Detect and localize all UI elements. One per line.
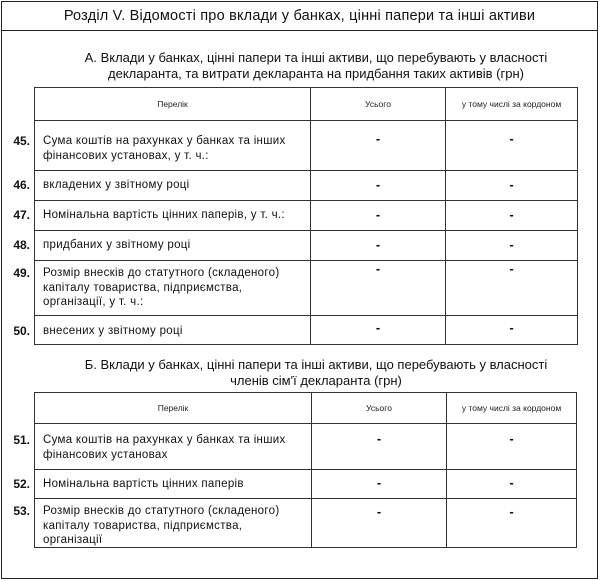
value-total: - xyxy=(375,177,381,192)
section-a-title-line1: А. Вклади у банках, цінні папери та інші активи, що перебувають у власності xyxy=(84,50,548,65)
row-number: 45. xyxy=(13,134,30,148)
value-total: - xyxy=(375,131,381,146)
value-total: - xyxy=(375,261,381,276)
value-total: - xyxy=(376,431,382,446)
column-header-list: Перелік xyxy=(157,403,189,413)
page-title: Розділ V. Відомості про вклади у банках, цінні папери та інші активи xyxy=(63,8,536,24)
row-divider xyxy=(35,498,576,499)
row-number: 49. xyxy=(13,266,30,280)
value-total: - xyxy=(375,320,381,335)
section-a-title-line2: декларанта, та витрати декларанта на придбання таких активів (грн) xyxy=(108,66,524,81)
table-row-label: Розмір внесків до статутного (складеного) капіталу товариства, підприємства, організації, у т. ч.: xyxy=(43,267,280,308)
row-number: 51. xyxy=(13,433,30,447)
section-a-table xyxy=(34,87,578,345)
value-abroad: - xyxy=(509,177,514,192)
value-abroad: - xyxy=(509,131,514,146)
row-divider xyxy=(35,315,577,316)
row-number: 53. xyxy=(13,504,30,518)
col-divider xyxy=(311,393,312,547)
column-header-abroad: у тому числі за кордоном xyxy=(461,403,562,413)
section-b-title-line2: членів сім'ї декларанта (грн) xyxy=(230,373,402,388)
row-divider xyxy=(35,469,576,470)
value-abroad: - xyxy=(509,237,514,252)
column-header-total: Усього xyxy=(365,99,391,109)
value-abroad: - xyxy=(509,261,514,276)
value-abroad: - xyxy=(509,475,514,490)
col-divider xyxy=(446,393,447,547)
table-row-label: Розмір внесків до статутного (складеного) капіталу товариства, підприємства, організації xyxy=(43,505,280,546)
section-b-title xyxy=(36,357,596,389)
section-b-table xyxy=(34,392,577,548)
row-divider xyxy=(35,423,576,424)
table-row-label: Сума коштів на рахунках у банках та інших фінансових установах xyxy=(43,434,286,461)
column-header-list: Перелік xyxy=(157,99,188,109)
row-divider xyxy=(35,200,577,201)
row-number: 48. xyxy=(13,238,30,252)
table-row-label: придбаних у звітному році xyxy=(43,239,191,251)
value-total: - xyxy=(376,475,382,490)
row-divider xyxy=(35,120,577,121)
value-abroad: - xyxy=(509,207,514,222)
row-number: 50. xyxy=(13,324,30,338)
table-row-label: Сума коштів на рахунках у банках та інших фінансових установах, у т. ч.: xyxy=(43,135,286,162)
value-abroad: - xyxy=(509,320,514,335)
section-header xyxy=(1,1,598,31)
row-number: 47. xyxy=(13,208,30,222)
table-row-label: внесених у звітному році xyxy=(43,325,183,337)
section-a-title xyxy=(36,50,596,82)
value-total: - xyxy=(375,237,381,252)
table-row-label: Номінальна вартість цінних паперів, у т. ч.: xyxy=(43,209,285,221)
column-header-abroad: у тому числі за кордоном xyxy=(461,99,562,109)
row-divider xyxy=(35,170,577,171)
column-header-total: Усього xyxy=(366,403,392,413)
value-abroad: - xyxy=(509,431,514,446)
value-total: - xyxy=(375,207,381,222)
row-number: 46. xyxy=(13,178,30,192)
table-row-label: вкладених у звітному році xyxy=(43,179,190,191)
section-b-title-line1: Б. Вклади у банках, цінні папери та інші активи, що перебувають у власності xyxy=(84,357,548,372)
value-abroad: - xyxy=(509,504,514,519)
row-number: 52. xyxy=(13,477,30,491)
row-divider xyxy=(35,230,577,231)
value-total: - xyxy=(376,504,382,519)
table-row-label: Номінальна вартість цінних паперів xyxy=(43,478,244,490)
